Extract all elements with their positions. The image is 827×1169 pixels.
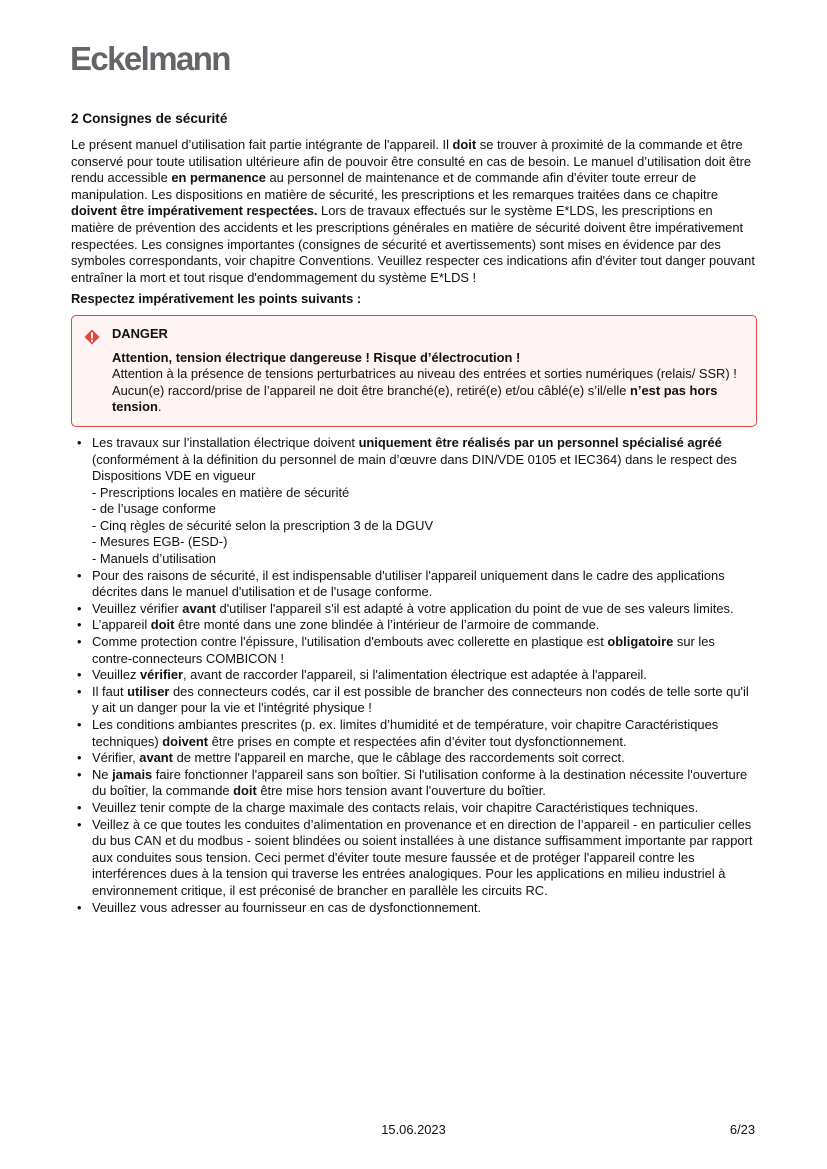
- text-run: Pour des raisons de sécurité, il est indispensable d'utiliser l'appareil uniquement dans le cadre des applications décrites dans le manuel d'utilisation et de l'usage conforme.: [92, 567, 725, 600]
- text-run: Veuillez vous adresser au fournisseur en cas de dysfonctionnement.: [92, 899, 482, 915]
- text-run: .: [157, 399, 162, 415]
- text-run: Dispositions VDE en vigueur: [92, 468, 256, 484]
- text-run: de mettre l'appareil en marche, que le câblage des raccordements soit correct.: [172, 750, 625, 766]
- bold-text: en permanence: [171, 170, 266, 186]
- list-item: [71, 800, 757, 817]
- list-item: [71, 617, 757, 634]
- text-run: d'utiliser l'appareil s'il est adapté à votre application du point de vue de ses valeurs limites.: [215, 600, 734, 616]
- bold-text: Attention, tension électrique dangereuse ! Risque d’électrocution !: [112, 349, 521, 365]
- list-item: [71, 684, 757, 717]
- bold-text: doivent: [162, 733, 209, 749]
- text-run: être monté dans une zone blindée à l’intérieur de l’armoire de commande.: [174, 617, 600, 633]
- lead-text: Respectez impérativement les points suivants :: [71, 291, 362, 307]
- danger-text: [112, 350, 746, 416]
- text-run: - Cinq règles de sécurité selon la prescription 3 de la DGUV: [92, 517, 434, 533]
- bold-text: avant: [182, 600, 216, 616]
- text-run: Ne: [92, 766, 113, 782]
- bold-text: utiliser: [127, 683, 170, 699]
- list-item: [71, 634, 757, 667]
- list-item: [71, 667, 757, 684]
- list-item: [71, 900, 757, 917]
- text-run: Veuillez tenir compte de la charge maximale des contacts relais, voir chapitre Caractéristiques techniques.: [92, 799, 699, 815]
- danger-diamond-icon: [84, 329, 100, 345]
- bold-text: obligatoire: [607, 634, 674, 650]
- text-run: Les conditions ambiantes prescrites (p. ex. limites d’humidité et de température, voir chapitre Caractéristiques techniques): [92, 717, 719, 749]
- text-run: faire fonctionner l'appareil sans son boîtier. Si l'utilisation conforme à la destination nécessite l'ouverture du boîtier, la commande: [92, 766, 748, 799]
- text-run: - Manuels d’utilisation: [92, 551, 216, 567]
- list-item: [71, 435, 757, 568]
- text-run: au personnel de maintenance et de commande afin d'éviter toute erreur de manipulation. Les dispositions en matière de sécurité, les prescriptions et les remarques traitées dans ce chapitre: [71, 170, 719, 202]
- section-title: 2 Consignes de sécurité: [71, 111, 228, 126]
- list-item: [71, 568, 757, 601]
- list-item: [71, 601, 757, 618]
- bold-text: doit: [233, 783, 257, 799]
- bold-text: avant: [139, 750, 173, 766]
- bold-text: n’est pas hors tension: [112, 382, 718, 415]
- text-run: Il faut: [92, 683, 128, 699]
- text-run: Veuillez vérifier: [92, 600, 183, 616]
- text-run: Le présent manuel d’utilisation fait partie intégrante de l'appareil. Il: [71, 137, 453, 152]
- list-item: [71, 817, 757, 900]
- intro-paragraph: [71, 137, 757, 286]
- bold-text: jamais: [112, 766, 153, 782]
- text-run: être mise hors tension avant l'ouverture du boîtier.: [256, 783, 546, 799]
- text-run: - de l’usage conforme: [92, 501, 216, 517]
- bold-text: vérifier: [140, 667, 184, 683]
- bold-text: doit: [150, 617, 175, 633]
- bold-text: doivent être impérativement respectées.: [71, 203, 318, 219]
- text-run: , avant de raccorder l'appareil, si l'alimentation électrique est adaptée à l'appareil.: [183, 667, 647, 683]
- text-run: Vérifier,: [92, 750, 140, 766]
- text-run: Lors de travaux effectués sur le système E*LDS, les prescriptions en matière de prévention des accidents et les prescriptions générales en matière de sécurité doivent être impérativement respectées. Les consignes importantes (consignes de sécurité et avertissements) sont mises en évidence par des symboles correspondants, voir chapitre Conventions. Veuillez respecter ces indications afin d'éviter tout danger pouvant entraîner la mort et tout risque d'endommagement du système E*LDS !: [71, 203, 755, 285]
- page-number: 6/23: [729, 1122, 755, 1137]
- text-run: Veuillez: [92, 667, 141, 683]
- text-run: se trouver à proximité de la commande et être conservé pour toute utilisation ultérieure afin de pouvoir être consulté en cas de besoin. Le manuel d’utilisation doit être rendu accessible: [71, 137, 752, 186]
- company-logo: Eckelmann: [70, 40, 230, 77]
- list-item: [71, 717, 757, 750]
- bold-text: doit: [452, 137, 477, 152]
- document-body: [71, 110, 757, 916]
- text-run: des connecteurs codés, car il est possible de brancher des connecteurs non codés de telle sorte qu'il y ait un danger pour la vie et l'intégrité physique !: [92, 683, 749, 716]
- text-run: L’appareil: [92, 617, 151, 633]
- text-run: - Mesures EGB- (ESD-): [92, 534, 228, 550]
- danger-label: DANGER: [112, 325, 168, 341]
- bold-text: uniquement être réalisés par un personnel spécialisé agréé: [358, 434, 722, 450]
- list-item: [71, 750, 757, 767]
- text-run: Attention à la présence de tensions perturbatrices au niveau des entrées et sorties numériques (relais/ SSR) ! Aucun(e) raccord/prise de l’appareil ne doit être branché(e), retiré(e) et/ou câblé(e) s’il/elle: [112, 366, 737, 398]
- danger-notice: [71, 315, 757, 427]
- text-run: Les travaux sur l’installation électrique doivent: [92, 434, 359, 450]
- footer-date: 15.06.2023: [381, 1122, 446, 1137]
- text-run: Veillez à ce que toutes les conduites d’alimentation en provenance et en direction de l’appareil - en particulier celles du bus CAN et du modbus - soient blindées ou soient installées à une distance suffisamment importante par rapport aux conduites sous tension. Ceci permet d'éviter toute mesure faussée et de protéger l'appareil contre les interférences dues à la tension qui traverse les entrées analogiques. Pour les applications en milieu industriel à environnement critique, il est préconisé de brancher en parallèle les circuits RC.: [92, 816, 753, 898]
- list-item: [71, 767, 757, 800]
- text-run: (conformément à la définition du personnel de main d’œuvre dans DIN/VDE 0105 et IEC364) dans le respect des: [92, 451, 737, 467]
- text-run: - Prescriptions locales en matière de sécurité: [92, 484, 350, 500]
- text-run: être prises en compte et respectées afin d’éviter tout dysfonctionnement.: [208, 733, 627, 749]
- safety-list: [71, 435, 757, 916]
- text-run: sur les contre-connecteurs COMBICON !: [92, 634, 715, 666]
- text-run: Comme protection contre l'épissure, l'utilisation d'embouts avec collerette en plastique est: [92, 634, 608, 650]
